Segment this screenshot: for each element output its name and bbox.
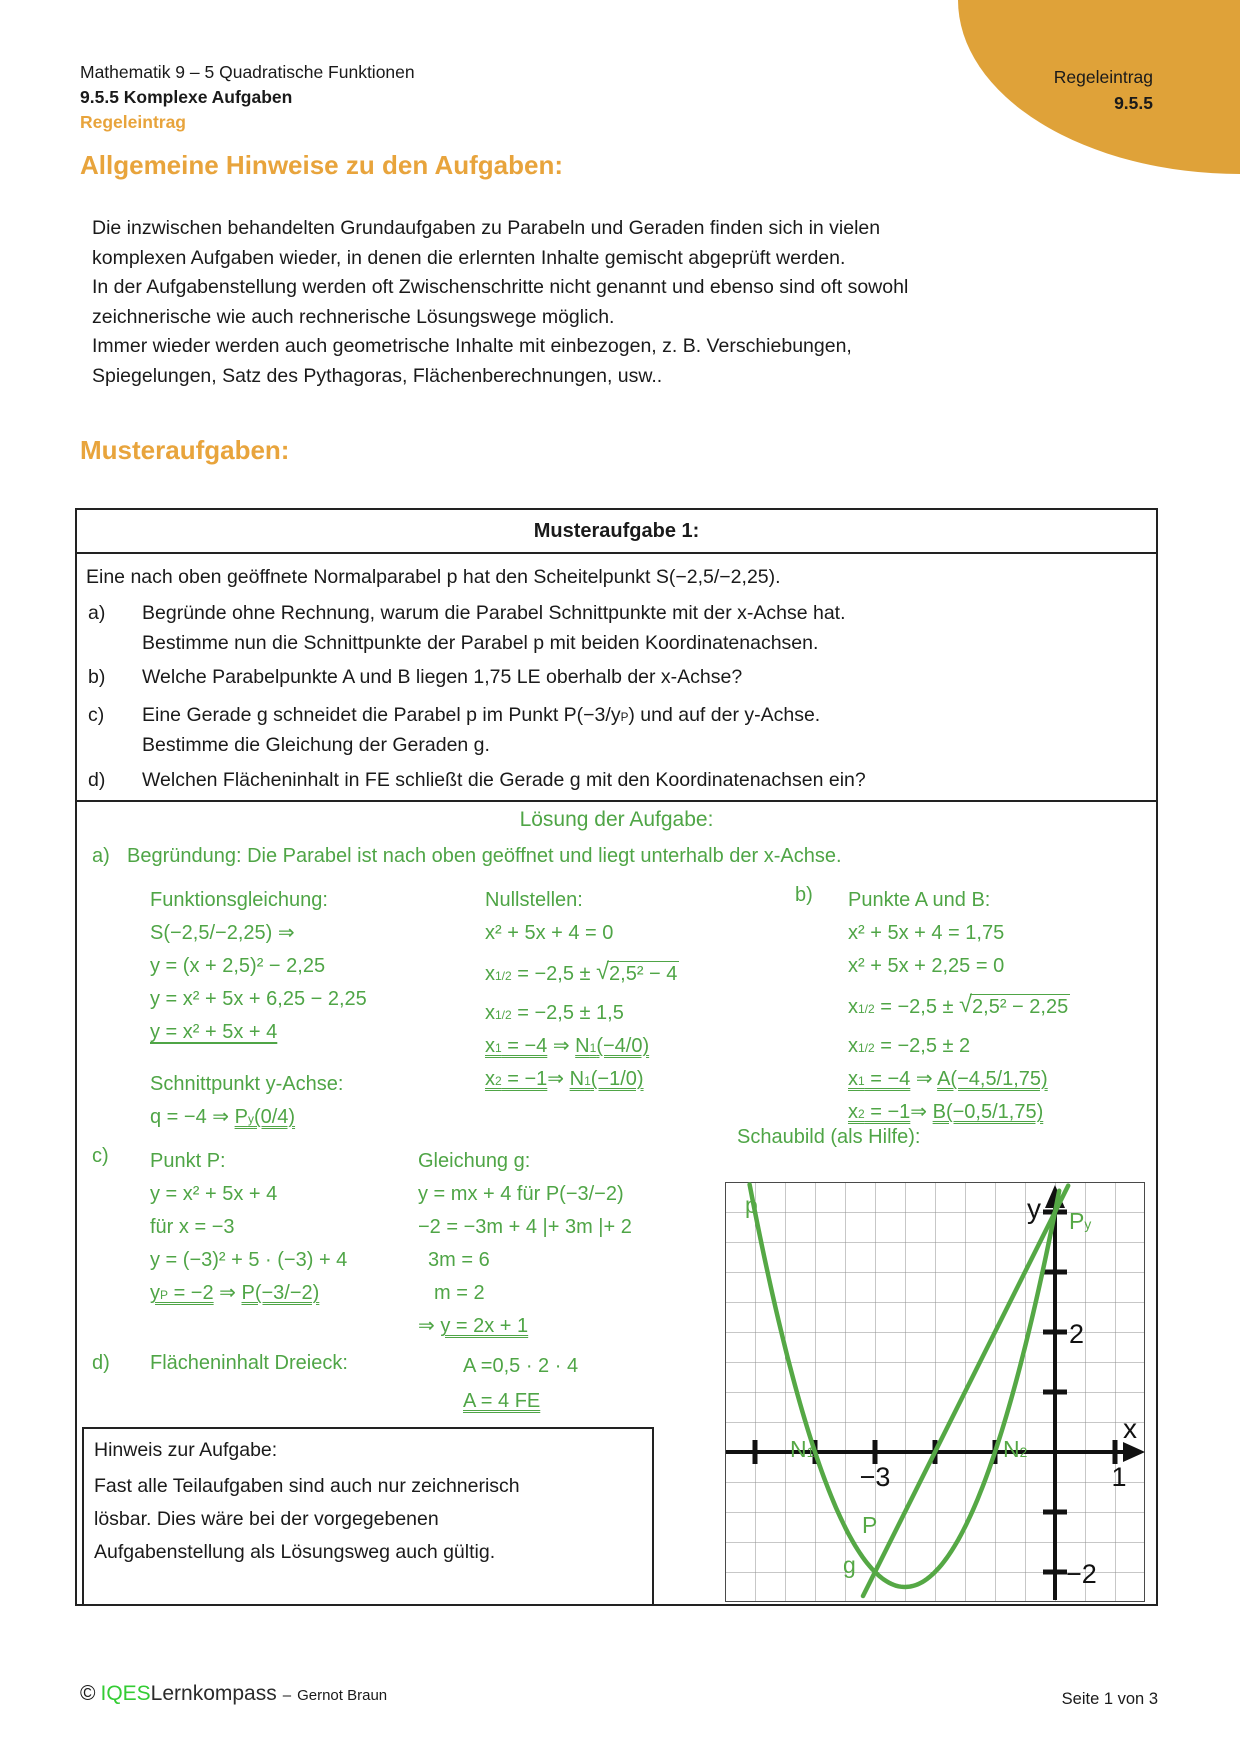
- x-tick-label: −3: [859, 1462, 891, 1492]
- task-title: Musteraufgabe 1:: [533, 520, 700, 542]
- funktionsgleichung-title: Funktionsgleichung:: [150, 889, 328, 911]
- task-item-a-line: Bestimme nun die Schnittpunkte der Parabel p mit beiden Koordinatenachsen.: [142, 632, 819, 654]
- task-item-d-line: Welchen Flächeninhalt in FE schließt die Gerade g mit den Koordinatenachsen ein?: [142, 769, 866, 791]
- formula-line: $x_{1/2} = -2,5 \pm √2,5^2 - 2,25$: [848, 992, 1069, 1018]
- formula-line: $x_{1/2} = -2,5 \pm 1,5$: [485, 1002, 624, 1024]
- task-item-a-line: Begründe ohne Rechnung, warum die Parabel Schnittpunkte mit der x-Achse hat.: [142, 602, 846, 624]
- formula-line: $x_2$ = −1⇒ B(−0,5/1,75): [848, 1101, 1044, 1123]
- intro-line: komplexen Aufgaben wieder, in denen die erlernten Inhalte gemischt abgeprüft werden.: [92, 246, 846, 269]
- solution-nullstellen: [485, 884, 679, 1096]
- intro-line: Spiegelungen, Satz des Pythagoras, Flächenberechnungen, usw..: [92, 364, 663, 387]
- formula-line: S(−2,5/−2,25) ⇒: [150, 922, 295, 944]
- x-tick-label: 1: [1111, 1462, 1127, 1492]
- point-p-label: P: [862, 1512, 878, 1538]
- hinweis-title: Hinweis zur Aufgabe:: [94, 1439, 278, 1461]
- footer-dash: –: [282, 1687, 292, 1704]
- schaubild-graph: [725, 1182, 1145, 1602]
- formula-line: $x_2$ = −1⇒ $N_1(-1/0)$: [485, 1068, 644, 1090]
- footer-brand: [80, 1682, 387, 1706]
- page-badge: [1054, 64, 1153, 116]
- x-axis-label: x: [1123, 1413, 1137, 1444]
- footer-brand-iqes: IQES: [100, 1682, 151, 1705]
- formula-line: $y_P = -2$ ⇒ P(−3/−2): [150, 1282, 320, 1304]
- formula-line: x² + 5x + 2,25 = 0: [848, 955, 1005, 977]
- divider: [75, 800, 1158, 802]
- intro-paragraph: [92, 214, 908, 391]
- solution-heading: Lösung der Aufgabe:: [519, 808, 714, 831]
- formula-line: x² + 5x + 4 = 0: [485, 922, 614, 944]
- formula-line: q = −4 ⇒ $P_y(0/4)$: [150, 1106, 296, 1128]
- solution-a-text: Begründung: Die Parabel ist nach oben geöffnet und liegt unterhalb der x-Achse.: [127, 845, 842, 867]
- intro-heading: Allgemeine Hinweise zu den Aufgaben:: [80, 150, 563, 180]
- gleichung-g-title: Gleichung g:: [418, 1150, 531, 1172]
- point-n1-label: $N_1$: [790, 1436, 815, 1462]
- point-py-label: $P_y$: [1069, 1208, 1092, 1234]
- formula-line: A = 4 FE: [463, 1390, 541, 1412]
- formula-line: für x = −3: [150, 1216, 235, 1238]
- punkte-ab-title: Punkte A und B:: [848, 889, 991, 911]
- hinweis-text: [94, 1470, 520, 1569]
- formula-line: y = x² + 5x + 6,25 − 2,25: [150, 988, 367, 1010]
- task-intro: Eine nach oben geöffnete Normalparabel p hat den Scheitelpunkt S(−2,5/−2,25).: [86, 566, 781, 588]
- intro-line: Die inzwischen behandelten Grundaufgaben zu Parabeln und Geraden finden sich in vielen: [92, 217, 881, 239]
- formula-line: y = (x + 2,5)² − 2,25: [150, 955, 326, 977]
- solution-b-label: b): [795, 884, 813, 906]
- hinweis-line: lösbar. Dies wäre bei der vorgegebenen: [94, 1508, 439, 1530]
- formula-line: A =0,5 · 2 · 4: [463, 1355, 579, 1377]
- formula-line: $x_{1/2} = -2,5 \pm √2,5^2 - 4$: [485, 959, 678, 985]
- solution-c-label: c): [92, 1145, 109, 1167]
- schnittpunkt-title: Schnittpunkt y-Achse:: [150, 1073, 344, 1095]
- task-item-a-label: a): [88, 602, 106, 624]
- solution-d-label: d): [92, 1352, 110, 1374]
- task-item-b-label: b): [88, 666, 106, 688]
- formula-line: y = x² + 5x + 4: [150, 1021, 278, 1043]
- task-item-c-label: c): [88, 704, 105, 726]
- formula-line: 3m = 6: [428, 1249, 490, 1271]
- intro-line: Immer wieder werden auch geometrische Inhalte mit einbezogen, z. B. Verschiebungen,: [92, 335, 852, 357]
- y-tick-label: 2: [1069, 1319, 1085, 1349]
- formula-line: $x_1 = -4$ ⇒ $N_1(-4/0)$: [485, 1035, 650, 1057]
- formula-line: y = x² + 5x + 4: [150, 1183, 278, 1205]
- formula-line: x² + 5x + 4 = 1,75: [848, 922, 1005, 944]
- page-header: [80, 60, 415, 135]
- task-item-c-line: Eine Gerade g schneidet die Parabel p im Punkt $P(-3/y_P)$ und auf der y-Achse.: [142, 704, 821, 726]
- y-axis-label: y: [1027, 1193, 1041, 1224]
- hinweis-line: Aufgabenstellung als Lösungsweg auch gültig.: [94, 1541, 496, 1563]
- solution-punkt-p: [150, 1145, 347, 1310]
- muster-heading: Musteraufgaben:: [80, 435, 290, 465]
- formula-line: −2 = −3m + 4 |+ 3m |+ 2: [418, 1216, 632, 1238]
- formula-line: y = (−3)² + 5 · (−3) + 4: [150, 1249, 348, 1271]
- point-n2-label: $N_2$: [1003, 1436, 1028, 1462]
- formula-line: $x_{1/2} = -2,5 \pm 2$: [848, 1035, 971, 1057]
- formula-line: y = mx + 4 für P(−3/−2): [418, 1183, 624, 1205]
- y-tick-label: −2: [1066, 1559, 1097, 1589]
- grid-area: [725, 1182, 1145, 1602]
- intro-line: zeichnerische wie auch rechnerische Lösungswege möglich.: [92, 305, 615, 328]
- solution-funktionsgleichung: [150, 884, 367, 1134]
- badge-number: 9.5.5: [1114, 93, 1153, 113]
- nullstellen-title: Nullstellen:: [485, 889, 583, 911]
- divider: [75, 552, 1158, 554]
- header-course: Mathematik 9 – 5 Quadratische Funktionen: [80, 62, 415, 82]
- footer-author: Gernot Braun: [297, 1687, 388, 1704]
- solution-gleichung-g: [418, 1145, 632, 1343]
- schaubild-label: Schaubild (als Hilfe):: [737, 1126, 921, 1148]
- badge-label: Regeleintrag: [1053, 67, 1153, 87]
- task-item-c-line: Bestimme die Gleichung der Geraden g.: [142, 734, 490, 756]
- copyright-icon: ©: [80, 1682, 96, 1705]
- solution-a-label: a): [92, 845, 110, 867]
- header-tag: Regeleintrag: [80, 112, 186, 132]
- formula-line: ⇒ y = 2x + 1: [418, 1315, 529, 1337]
- formula-line: $x_1 = -4$ ⇒ A(−4,5/1,75): [848, 1068, 1048, 1090]
- header-subtitle: 9.5.5 Komplexe Aufgaben: [80, 87, 293, 107]
- footer-page-number: Seite 1 von 3: [1061, 1690, 1158, 1708]
- hinweis-line: Fast alle Teilaufgaben sind auch nur zeichnerisch: [94, 1475, 520, 1497]
- parabola-p-label: p: [745, 1192, 758, 1218]
- formula-line: m = 2: [434, 1282, 485, 1304]
- task-item-b-line: Welche Parabelpunkte A und B liegen 1,75 LE oberhalb der x-Achse?: [142, 666, 743, 688]
- intro-line: In der Aufgabenstellung werden oft Zwischenschritte nicht genannt und ebenso sind oft sowohl: [92, 276, 909, 298]
- flaecheninhalt-title: Flächeninhalt Dreieck:: [150, 1352, 348, 1374]
- line-g-label: g: [843, 1552, 856, 1578]
- solution-punkte-ab: [848, 884, 1070, 1129]
- footer-brand-lernkompass: Lernkompass: [150, 1682, 277, 1705]
- punkt-p-title: Punkt P:: [150, 1150, 226, 1172]
- task-item-d-label: d): [88, 769, 106, 791]
